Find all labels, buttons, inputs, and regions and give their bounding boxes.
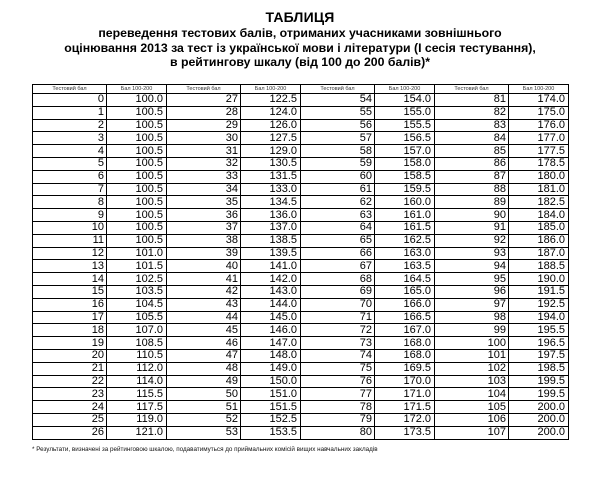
rating-score-cell: 122.5 [241,94,301,107]
rating-score-cell: 169.5 [375,362,435,375]
test-score-cell: 30 [167,132,241,145]
table-row [33,106,569,119]
test-score-cell: 98 [435,311,509,324]
table-row [33,426,569,439]
rating-score-cell: 101.0 [107,247,167,260]
rating-score-cell: 196.5 [509,337,569,350]
rating-score-cell: 129.0 [241,145,301,158]
table-row [33,94,569,107]
test-score-cell: 49 [167,375,241,388]
table-row [33,413,569,426]
table-row [33,170,569,183]
test-score-cell: 84 [435,132,509,145]
test-score-cell: 66 [301,247,375,260]
rating-score-cell: 156.5 [375,132,435,145]
test-score-cell: 40 [167,260,241,273]
test-score-cell: 60 [301,170,375,183]
rating-score-cell: 195.5 [509,324,569,337]
rating-score-cell: 158.0 [375,157,435,170]
rating-score-cell: 154.0 [375,94,435,107]
test-score-cell: 102 [435,362,509,375]
test-score-cell: 5 [33,157,107,170]
rating-score-cell: 130.5 [241,157,301,170]
rating-score-cell: 112.0 [107,362,167,375]
rating-score-cell: 126.0 [241,119,301,132]
test-score-cell: 80 [301,426,375,439]
test-score-cell: 31 [167,145,241,158]
rating-score-cell: 138.5 [241,234,301,247]
test-score-cell: 107 [435,426,509,439]
rating-score-cell: 104.5 [107,298,167,311]
rating-score-cell: 167.0 [375,324,435,337]
test-score-cell: 32 [167,157,241,170]
rating-score-cell: 119.0 [107,413,167,426]
rating-score-cell: 124.0 [241,106,301,119]
rating-score-cell: 155.0 [375,106,435,119]
rating-score-cell: 178.5 [509,157,569,170]
table-row [33,298,569,311]
document-subtitle-line-1: переведення тестових балів, отриманих учасниками зовнішнього [98,26,502,40]
test-score-cell: 2 [33,119,107,132]
test-score-cell: 46 [167,337,241,350]
test-score-cell: 53 [167,426,241,439]
test-score-cell: 12 [33,247,107,260]
test-score-cell: 86 [435,157,509,170]
rating-score-cell: 151.0 [241,388,301,401]
rating-score-cell: 175.0 [509,106,569,119]
table-row [33,375,569,388]
document-subtitle-line-3: в рейтингову шкалу (від 100 до 200 балів)* [169,55,431,70]
rating-score-cell: 186.0 [509,234,569,247]
rating-score-cell: 180.0 [509,170,569,183]
test-score-cell: 106 [435,413,509,426]
test-score-cell: 69 [301,285,375,298]
test-score-cell: 77 [301,388,375,401]
test-score-cell: 7 [33,183,107,196]
table-row [33,324,569,337]
test-score-cell: 96 [435,285,509,298]
test-score-cell: 4 [33,145,107,158]
footnote: * Результати, визначені за рейтинговою шкалою, подаватимуться до приймальних комісій вищих навчальних закладів [32,446,378,453]
rating-score-cell: 102.5 [107,273,167,286]
test-score-cell: 43 [167,298,241,311]
test-score-cell: 83 [435,119,509,132]
test-score-cell: 22 [33,375,107,388]
rating-score-cell: 162.5 [375,234,435,247]
table-row [33,273,569,286]
table-row [33,234,569,247]
table-row [33,247,569,260]
rating-score-cell: 105.5 [107,311,167,324]
rating-score-cell: 182.5 [509,196,569,209]
rating-score-cell: 151.5 [241,401,301,414]
test-score-cell: 29 [167,119,241,132]
test-score-cell: 39 [167,247,241,260]
test-score-cell: 47 [167,349,241,362]
rating-score-cell: 153.5 [241,426,301,439]
rating-score-cell: 174.0 [509,94,569,107]
test-score-cell: 94 [435,260,509,273]
test-score-cell: 95 [435,273,509,286]
rating-score-cell: 161.0 [375,209,435,222]
rating-score-cell: 160.0 [375,196,435,209]
test-score-cell: 16 [33,298,107,311]
test-score-cell: 41 [167,273,241,286]
rating-score-cell: 150.0 [241,375,301,388]
rating-score-cell: 100.5 [107,170,167,183]
test-score-cell: 48 [167,362,241,375]
test-score-cell: 81 [435,94,509,107]
rating-score-cell: 100.5 [107,106,167,119]
rating-score-cell: 198.5 [509,362,569,375]
table-row [33,362,569,375]
test-score-cell: 20 [33,349,107,362]
rating-score-cell: 188.5 [509,260,569,273]
column-header-test-score: Тестовий бал [33,85,107,94]
test-score-cell: 44 [167,311,241,324]
rating-score-cell: 143.0 [241,285,301,298]
rating-score-cell: 101.5 [107,260,167,273]
test-score-cell: 70 [301,298,375,311]
document-subtitle-line-2: оцінювання 2013 за тест із української мови і літератури (І сесія тестування), [64,40,536,55]
test-score-cell: 56 [301,119,375,132]
test-score-cell: 33 [167,170,241,183]
rating-score-cell: 192.5 [509,298,569,311]
test-score-cell: 34 [167,183,241,196]
rating-score-cell: 199.5 [509,388,569,401]
document-title-block [0,8,600,70]
test-score-cell: 105 [435,401,509,414]
rating-score-cell: 158.5 [375,170,435,183]
table-row [33,221,569,234]
test-score-cell: 57 [301,132,375,145]
table-row [33,183,569,196]
rating-score-cell: 163.0 [375,247,435,260]
test-score-cell: 25 [33,413,107,426]
rating-score-cell: 100.5 [107,196,167,209]
rating-score-cell: 155.5 [375,119,435,132]
rating-score-cell: 199.5 [509,375,569,388]
test-score-cell: 58 [301,145,375,158]
column-header-rating-score: Бал 100-200 [241,85,301,94]
rating-score-cell: 100.5 [107,209,167,222]
test-score-cell: 97 [435,298,509,311]
column-header-rating-score: Бал 100-200 [509,85,569,94]
table-row [33,349,569,362]
test-score-cell: 21 [33,362,107,375]
test-score-cell: 1 [33,106,107,119]
test-score-cell: 50 [167,388,241,401]
rating-score-cell: 177.0 [509,132,569,145]
table-row [33,337,569,350]
test-score-cell: 68 [301,273,375,286]
test-score-cell: 26 [33,426,107,439]
test-score-cell: 101 [435,349,509,362]
rating-score-cell: 187.0 [509,247,569,260]
document-title: ТАБЛИЦЯ [265,9,335,25]
table-row [33,196,569,209]
test-score-cell: 15 [33,285,107,298]
rating-score-cell: 107.0 [107,324,167,337]
rating-score-cell: 127.5 [241,132,301,145]
column-header-test-score: Тестовий бал [435,85,509,94]
test-score-cell: 88 [435,183,509,196]
test-score-cell: 78 [301,401,375,414]
rating-score-cell: 144.0 [241,298,301,311]
rating-score-cell: 100.5 [107,119,167,132]
table-row [33,209,569,222]
rating-score-cell: 159.5 [375,183,435,196]
test-score-cell: 17 [33,311,107,324]
test-score-cell: 75 [301,362,375,375]
rating-score-cell: 166.5 [375,311,435,324]
test-score-cell: 63 [301,209,375,222]
rating-score-cell: 165.0 [375,285,435,298]
rating-score-cell: 184.0 [509,209,569,222]
rating-score-cell: 115.5 [107,388,167,401]
rating-score-cell: 100.5 [107,221,167,234]
table-row [33,311,569,324]
test-score-cell: 87 [435,170,509,183]
rating-score-cell: 145.0 [241,311,301,324]
table-row [33,119,569,132]
table-row [33,401,569,414]
test-score-cell: 61 [301,183,375,196]
test-score-cell: 93 [435,247,509,260]
rating-score-cell: 197.5 [509,349,569,362]
test-score-cell: 8 [33,196,107,209]
rating-score-cell: 171.0 [375,388,435,401]
rating-score-cell: 100.5 [107,157,167,170]
test-score-cell: 100 [435,337,509,350]
rating-score-cell: 200.0 [509,426,569,439]
test-score-cell: 23 [33,388,107,401]
rating-score-cell: 185.0 [509,221,569,234]
test-score-cell: 72 [301,324,375,337]
test-score-cell: 103 [435,375,509,388]
test-score-cell: 62 [301,196,375,209]
table-body [33,94,569,440]
test-score-cell: 27 [167,94,241,107]
rating-score-cell: 166.0 [375,298,435,311]
test-score-cell: 71 [301,311,375,324]
rating-score-cell: 100.5 [107,234,167,247]
column-header-rating-score: Бал 100-200 [107,85,167,94]
test-score-cell: 28 [167,106,241,119]
rating-score-cell: 163.5 [375,260,435,273]
rating-score-cell: 176.0 [509,119,569,132]
test-score-cell: 79 [301,413,375,426]
table-row [33,260,569,273]
test-score-cell: 6 [33,170,107,183]
test-score-cell: 14 [33,273,107,286]
rating-score-cell: 173.5 [375,426,435,439]
rating-score-cell: 177.5 [509,145,569,158]
rating-score-cell: 191.5 [509,285,569,298]
rating-score-cell: 137.0 [241,221,301,234]
rating-score-cell: 100.5 [107,132,167,145]
test-score-cell: 90 [435,209,509,222]
table-row [33,145,569,158]
test-score-cell: 55 [301,106,375,119]
test-score-cell: 91 [435,221,509,234]
rating-score-cell: 194.0 [509,311,569,324]
rating-score-cell: 181.0 [509,183,569,196]
test-score-cell: 36 [167,209,241,222]
rating-score-cell: 100.0 [107,94,167,107]
test-score-cell: 54 [301,94,375,107]
test-score-cell: 82 [435,106,509,119]
rating-score-cell: 114.0 [107,375,167,388]
rating-score-cell: 133.0 [241,183,301,196]
rating-score-cell: 110.5 [107,349,167,362]
rating-score-cell: 117.5 [107,401,167,414]
test-score-cell: 67 [301,260,375,273]
rating-score-cell: 152.5 [241,413,301,426]
rating-score-cell: 161.5 [375,221,435,234]
score-conversion-table [32,84,569,440]
test-score-cell: 24 [33,401,107,414]
test-score-cell: 104 [435,388,509,401]
rating-score-cell: 136.0 [241,209,301,222]
column-header-rating-score: Бал 100-200 [375,85,435,94]
rating-score-cell: 171.5 [375,401,435,414]
rating-score-cell: 200.0 [509,413,569,426]
rating-score-cell: 170.0 [375,375,435,388]
rating-score-cell: 200.0 [509,401,569,414]
rating-score-cell: 149.0 [241,362,301,375]
rating-score-cell: 100.5 [107,145,167,158]
test-score-cell: 11 [33,234,107,247]
rating-score-cell: 134.5 [241,196,301,209]
test-score-cell: 64 [301,221,375,234]
table-row [33,388,569,401]
rating-score-cell: 168.0 [375,337,435,350]
test-score-cell: 18 [33,324,107,337]
column-header-test-score: Тестовий бал [301,85,375,94]
rating-score-cell: 157.0 [375,145,435,158]
test-score-cell: 10 [33,221,107,234]
rating-score-cell: 172.0 [375,413,435,426]
test-score-cell: 59 [301,157,375,170]
rating-score-cell: 142.0 [241,273,301,286]
table-header-row [33,85,569,94]
test-score-cell: 74 [301,349,375,362]
test-score-cell: 13 [33,260,107,273]
test-score-cell: 85 [435,145,509,158]
rating-score-cell: 148.0 [241,349,301,362]
rating-score-cell: 141.0 [241,260,301,273]
test-score-cell: 35 [167,196,241,209]
table-row [33,157,569,170]
test-score-cell: 9 [33,209,107,222]
rating-score-cell: 164.5 [375,273,435,286]
rating-score-cell: 121.0 [107,426,167,439]
test-score-cell: 38 [167,234,241,247]
table-row [33,132,569,145]
test-score-cell: 51 [167,401,241,414]
table-row [33,285,569,298]
column-header-test-score: Тестовий бал [167,85,241,94]
rating-score-cell: 100.5 [107,183,167,196]
rating-score-cell: 147.0 [241,337,301,350]
test-score-cell: 37 [167,221,241,234]
test-score-cell: 76 [301,375,375,388]
rating-score-cell: 103.5 [107,285,167,298]
test-score-cell: 65 [301,234,375,247]
test-score-cell: 19 [33,337,107,350]
rating-score-cell: 139.5 [241,247,301,260]
rating-score-cell: 131.5 [241,170,301,183]
rating-score-cell: 190.0 [509,273,569,286]
test-score-cell: 99 [435,324,509,337]
test-score-cell: 45 [167,324,241,337]
rating-score-cell: 146.0 [241,324,301,337]
rating-score-cell: 168.0 [375,349,435,362]
test-score-cell: 92 [435,234,509,247]
test-score-cell: 0 [33,94,107,107]
test-score-cell: 73 [301,337,375,350]
test-score-cell: 42 [167,285,241,298]
rating-score-cell: 108.5 [107,337,167,350]
test-score-cell: 52 [167,413,241,426]
test-score-cell: 89 [435,196,509,209]
test-score-cell: 3 [33,132,107,145]
